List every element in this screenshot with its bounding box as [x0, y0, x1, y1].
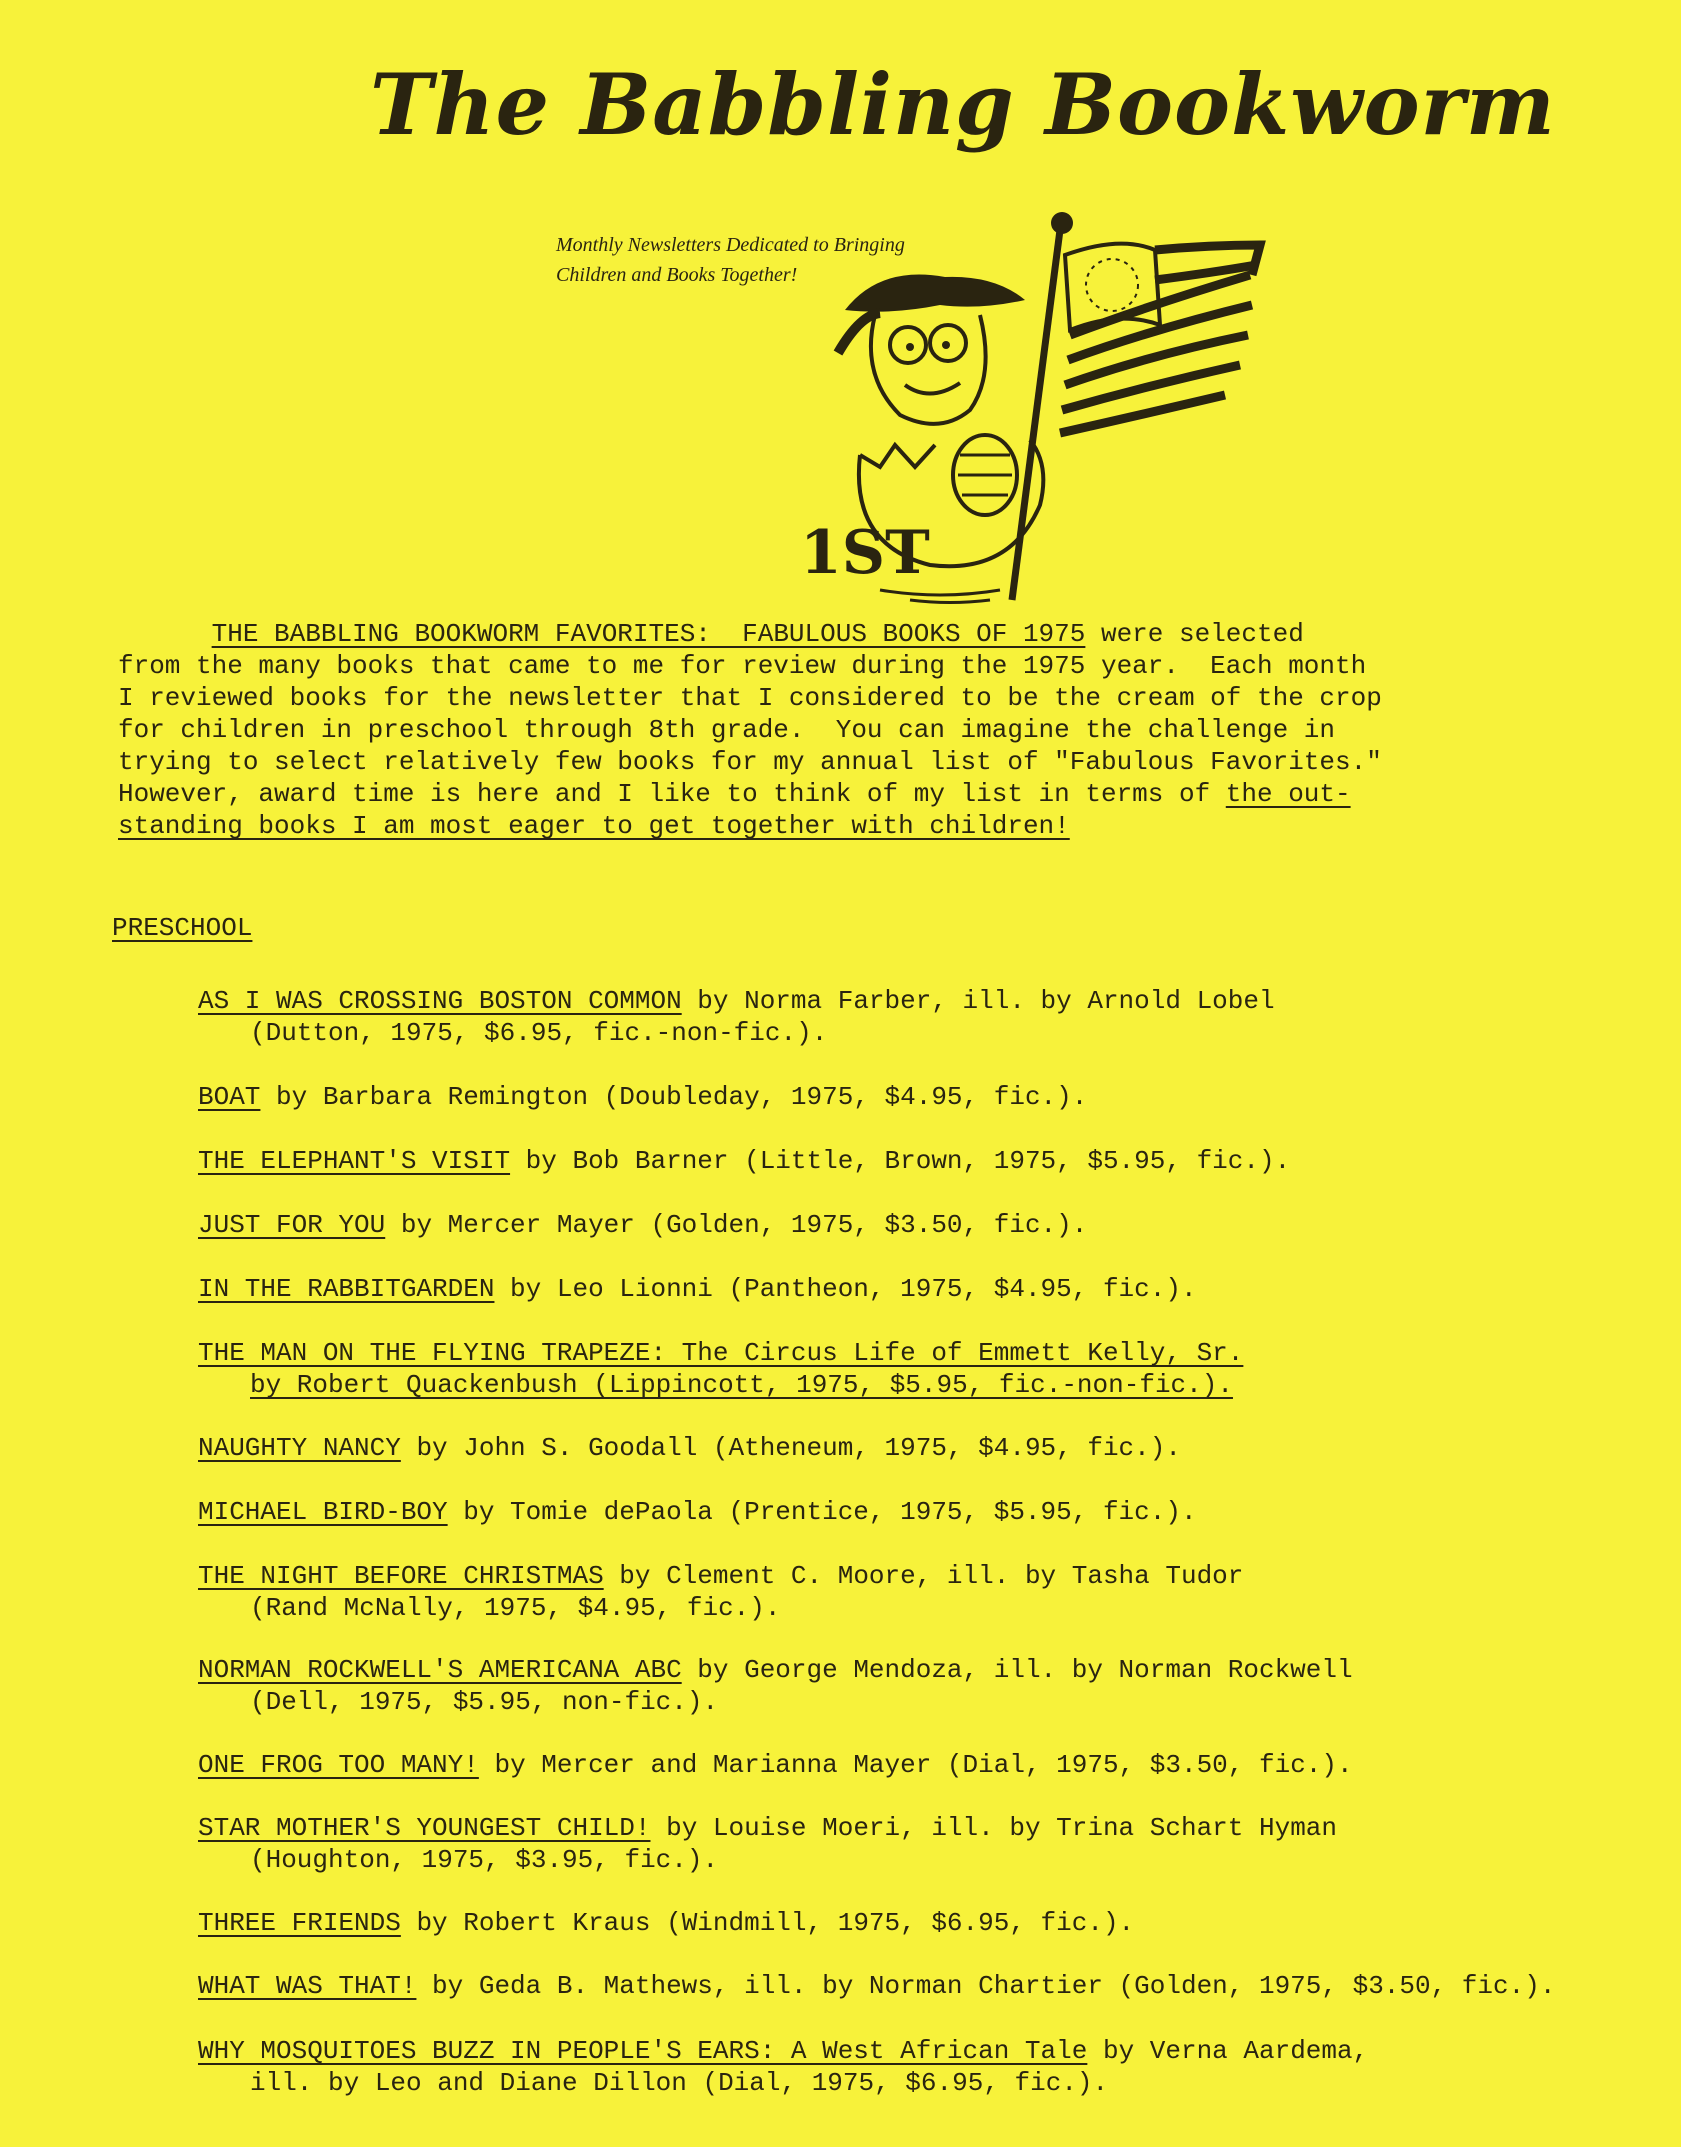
book-details: by Mercer and Marianna Mayer (Dial, 1975, $3.50, fic.). [478, 1750, 1353, 1780]
book-entry [198, 1273, 1197, 1305]
book-details-cont: (Houghton, 1975, $3.95, fic.). [250, 1845, 719, 1875]
tricorn-hat-icon [845, 274, 1025, 311]
bookworm-face-icon [871, 315, 986, 424]
intro-line-6: However, award time is here and I like to think of my list in terms of the out- [118, 779, 1351, 809]
book-details: by Geda B. Mathews, ill. by Norman Chartier (Golden, 1975, $3.50, fic.). [416, 1971, 1556, 2001]
book-title: JUST FOR YOU [198, 1210, 386, 1240]
book-entry [198, 1749, 1353, 1781]
intro-paragraph [118, 618, 1458, 842]
book-details-cont: by Robert Quackenbush (Lippincott, 1975, $5.95, fic.-non-fic.). [250, 1370, 1233, 1400]
book-details: by Bob Barner (Little, Brown, 1975, $5.95, fic.). [510, 1146, 1291, 1176]
book-entry [198, 1209, 1087, 1241]
book-title: ONE FROG TOO MANY! [198, 1750, 479, 1780]
book-title: MICHAEL BIRD-BOY [198, 1497, 448, 1527]
tagline-line-2: Children and Books Together! [556, 264, 798, 286]
book-details: by George Mendoza, ill. by Norman Rockwell [681, 1655, 1353, 1685]
book-details-cont: ill. by Leo and Diane Dillon (Dial, 1975, $6.95, fic.). [250, 2068, 1109, 2098]
book-details-cont: (Dutton, 1975, $6.95, fic.-non-fic.). [250, 1018, 828, 1048]
book-entry [198, 1812, 1337, 1876]
book-entry [198, 1496, 1197, 1528]
flag-pole-finial [1051, 212, 1073, 234]
book-details: by Barbara Remington (Doubleday, 1975, $4.95, fic.). [260, 1082, 1088, 1112]
flag-pole [1012, 230, 1060, 600]
first-badge: 1ST [800, 518, 930, 588]
book-details: by Clement C. Moore, ill. by Tasha Tudor [603, 1561, 1244, 1591]
book-details: by Leo Lionni (Pantheon, 1975, $4.95, fic.). [494, 1274, 1197, 1304]
book-title: THE MAN ON THE FLYING TRAPEZE: The Circus Life of Emmett Kelly, Sr. [198, 1338, 1244, 1368]
book-title: THE ELEPHANT'S VISIT [198, 1146, 511, 1176]
intro-heading: THE BABBLING BOOKWORM FAVORITES: FABULOUS BOOKS OF 1975 [211, 619, 1086, 649]
book-details: by Tomie dePaola (Prentice, 1975, $5.95, fic.). [447, 1497, 1197, 1527]
intro-line-3: I reviewed books for the newsletter that I considered to be the cream of the crop [118, 683, 1382, 713]
book-title: AS I WAS CROSSING BOSTON COMMON [198, 986, 682, 1016]
book-title: IN THE RABBITGARDEN [198, 1274, 495, 1304]
book-entry [198, 1432, 1181, 1464]
book-details: by Robert Kraus (Windmill, 1975, $6.95, fic.). [400, 1908, 1135, 1938]
intro-line-1: THE BABBLING BOOKWORM FAVORITES: FABULOUS BOOKS OF 1975 were selected [211, 619, 1304, 649]
book-details: by Verna Aardema, [1087, 2036, 1369, 2066]
masthead-title: The Babbling Bookworm [370, 55, 1556, 154]
book-entry [198, 985, 1275, 1049]
book-title: NAUGHTY NANCY [198, 1433, 401, 1463]
book-title: WHAT WAS THAT! [198, 1971, 417, 2001]
book-entry [198, 1970, 1555, 2002]
book-title: WHY MOSQUITOES BUZZ IN PEOPLE'S EARS: A West African Tale [198, 2036, 1088, 2066]
book-title: STAR MOTHER'S YOUNGEST CHILD! [198, 1813, 651, 1843]
book-details-cont: (Dell, 1975, $5.95, non-fic.). [250, 1687, 719, 1717]
book-entry [198, 1337, 1243, 1401]
intro-line-2: from the many books that came to me for review during the 1975 year. Each month [118, 651, 1367, 681]
intro-line-7: standing books I am most eager to get together with children! [118, 811, 1070, 841]
intro-line-5: trying to select relatively few books for my annual list of "Fabulous Favorites." [118, 747, 1382, 777]
tagline-line-1: Monthly Newsletters Dedicated to Bringing [556, 234, 905, 256]
book-title: THREE FRIENDS [198, 1908, 401, 1938]
book-details: by Louise Moeri, ill. by Trina Schart Hyman [650, 1813, 1337, 1843]
book-details: by Mercer Mayer (Golden, 1975, $3.50, fic.). [385, 1210, 1088, 1240]
book-entry [198, 1145, 1290, 1177]
bookworm-mascot-illustration [800, 205, 1280, 605]
section-heading-preschool: PRESCHOOL [112, 913, 253, 943]
book-entry [198, 2035, 1368, 2099]
book-details: by John S. Goodall (Atheneum, 1975, $4.95, fic.). [400, 1433, 1181, 1463]
book-title: BOAT [198, 1082, 261, 1112]
book-title: THE NIGHT BEFORE CHRISTMAS [198, 1561, 604, 1591]
book-entry [198, 1560, 1243, 1624]
intro-line-4: for children in preschool through 8th grade. You can imagine the challenge in [118, 715, 1335, 745]
book-entry [198, 1654, 1353, 1718]
book-entry [198, 1907, 1134, 1939]
book-entry [198, 1081, 1087, 1113]
book-details: by Norma Farber, ill. by Arnold Lobel [681, 986, 1275, 1016]
book-title: NORMAN ROCKWELL'S AMERICANA ABC [198, 1655, 682, 1685]
flag-icon [1060, 244, 1260, 433]
book-details-cont: (Rand McNally, 1975, $4.95, fic.). [250, 1593, 781, 1623]
